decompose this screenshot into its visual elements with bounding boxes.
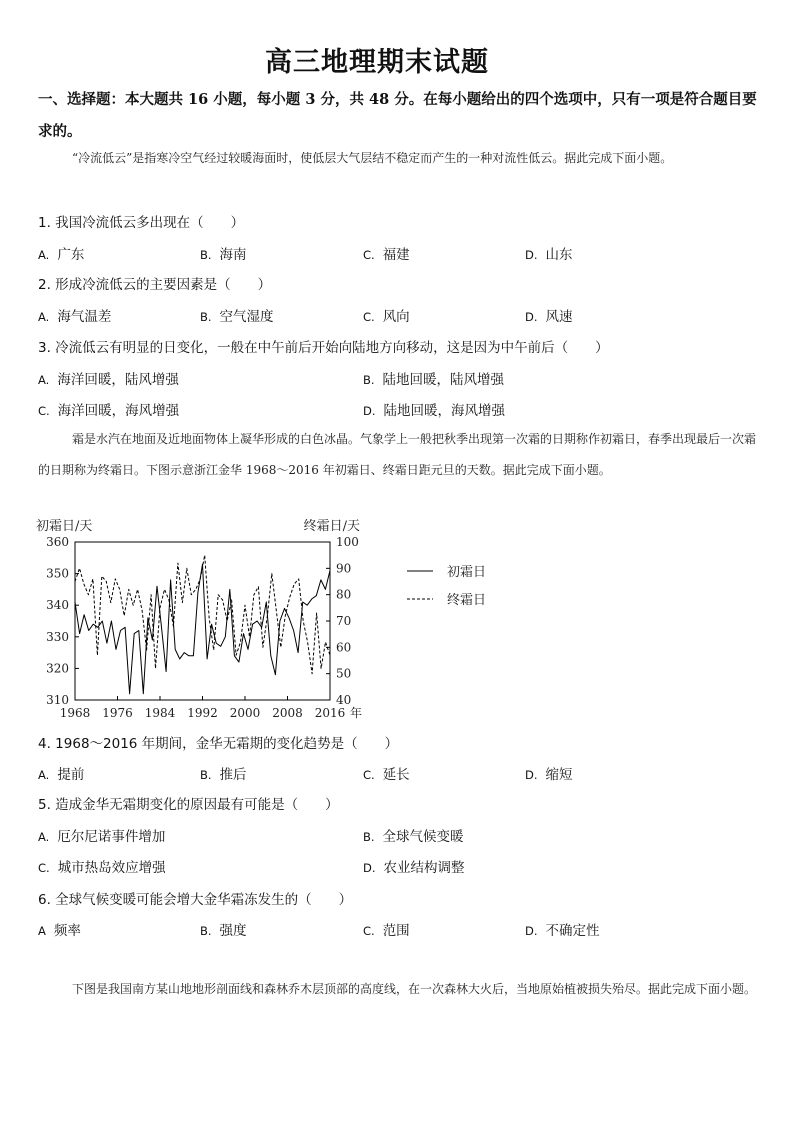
option-text: 延长 xyxy=(382,767,410,783)
option-text: 强度 xyxy=(219,923,247,939)
x-tick-label: 1968 xyxy=(59,706,91,720)
option-key: D. xyxy=(363,861,376,875)
option-key: B. xyxy=(200,248,212,262)
x-tick-label: 2008 xyxy=(272,706,303,720)
option-key: C. xyxy=(363,924,375,938)
y-left-tick-label: 360 xyxy=(46,535,69,549)
option-text: 缩短 xyxy=(545,767,573,783)
option-key: B. xyxy=(363,373,375,387)
option-text: 风速 xyxy=(545,309,573,325)
frost-chart xyxy=(30,512,530,724)
question-6-stem: 6. 全球气候变暖可能会增大金华霜冻发生的（ ） xyxy=(38,892,353,908)
y-left-tick-label: 340 xyxy=(46,598,69,613)
q3-option-b[interactable] xyxy=(363,368,504,388)
q2-option-b[interactable] xyxy=(200,305,274,325)
option-key: C. xyxy=(38,861,50,875)
option-text: 广东 xyxy=(57,247,85,263)
option-text: 海气温差 xyxy=(57,309,112,325)
option-text: 范围 xyxy=(382,923,410,939)
q2-option-a[interactable] xyxy=(38,305,111,325)
x-axis-unit: 年 xyxy=(350,706,363,720)
option-key: A. xyxy=(38,768,50,782)
option-text: 海南 xyxy=(219,247,247,263)
option-text: 陆地回暖，海风增强 xyxy=(383,403,506,419)
option-key: D. xyxy=(525,310,538,324)
option-key: C. xyxy=(38,404,50,418)
x-tick-label: 1992 xyxy=(187,706,218,720)
q5-option-c[interactable] xyxy=(38,856,166,876)
legend-label-first-frost: 初霜日 xyxy=(447,565,487,580)
option-key: B. xyxy=(200,924,212,938)
q6-option-a[interactable] xyxy=(38,919,81,939)
section-heading: 一、选择题：本大题共 16 小题，每小题 3 分，共 48 分。在每小题给出的四个选项中，只有一项是符合题目要求的。 xyxy=(38,91,757,140)
x-tick-label: 1976 xyxy=(102,706,133,720)
option-text: 陆地回暖，陆风增强 xyxy=(382,372,505,388)
y-right-tick-label: 40 xyxy=(336,693,352,707)
y-right-tick-label: 50 xyxy=(336,666,352,681)
option-text: 推后 xyxy=(219,767,247,783)
question-5-stem: 5. 造成金华无霜期变化的原因最有可能是（ ） xyxy=(38,797,339,813)
question-3-stem: 3. 冷流低云有明显的日变化，一般在中午前后开始向陆地方向移动，这是因为中午前后（ ） xyxy=(38,340,609,356)
option-key: D. xyxy=(525,248,538,262)
y-axis-right-label: 终霜日/天 xyxy=(303,519,360,534)
q3-option-c[interactable] xyxy=(38,399,179,419)
page-title: 高三地理期末试题 xyxy=(265,47,489,78)
option-text: 厄尔尼诺事件增加 xyxy=(57,829,166,845)
option-key: A. xyxy=(38,373,50,387)
option-text: 福建 xyxy=(382,247,410,263)
option-key: C. xyxy=(363,310,375,324)
q4-option-b[interactable] xyxy=(200,763,247,783)
option-key: B. xyxy=(200,310,212,324)
option-key: A. xyxy=(38,830,50,844)
q2-option-d[interactable] xyxy=(525,305,573,325)
q6-option-c[interactable] xyxy=(363,919,410,939)
option-text: 风向 xyxy=(382,309,410,325)
q3-option-a[interactable] xyxy=(38,368,179,388)
option-text: 海洋回暖，陆风增强 xyxy=(57,372,179,388)
q1-option-c[interactable] xyxy=(363,243,410,263)
option-text: 城市热岛效应增强 xyxy=(57,860,166,876)
y-right-tick-label: 90 xyxy=(336,561,352,576)
y-left-tick-label: 320 xyxy=(46,661,69,676)
q3-option-d[interactable] xyxy=(363,399,505,419)
option-key: C. xyxy=(363,248,375,262)
y-left-tick-label: 350 xyxy=(46,566,69,581)
intro-frost: 霜是水汽在地面及近地面物体上凝华形成的白色冰晶。气象学上一般把秋季出现第一次霜的日期称作初霜日，春季出现最后一次霜的日期称为终霜日。下图示意浙江金华 1968～2016 年初霜日、终霜日距元旦的天数。据此完成下面小题。 xyxy=(38,432,757,477)
series-first-frost-line xyxy=(75,564,330,694)
q1-option-b[interactable] xyxy=(200,243,247,263)
option-key: A xyxy=(38,924,46,938)
y-right-tick-label: 100 xyxy=(336,535,359,549)
option-text: 提前 xyxy=(57,767,85,783)
q2-option-c[interactable] xyxy=(363,305,410,325)
option-key: B. xyxy=(363,830,375,844)
option-text: 频率 xyxy=(53,923,81,939)
q5-option-d[interactable] xyxy=(363,856,465,876)
q5-option-b[interactable] xyxy=(363,825,464,845)
option-key: D. xyxy=(525,924,538,938)
q4-option-a[interactable] xyxy=(38,763,84,783)
option-text: 海洋回暖，海风增强 xyxy=(57,403,180,419)
option-text: 不确定性 xyxy=(545,923,600,939)
q1-option-a[interactable] xyxy=(38,243,84,263)
y-axis-left-label: 初霜日/天 xyxy=(36,519,93,534)
q4-option-c[interactable] xyxy=(363,763,410,783)
option-key: D. xyxy=(363,404,376,418)
y-right-tick-label: 70 xyxy=(336,614,352,628)
q4-option-d[interactable] xyxy=(525,763,573,783)
x-tick-label: 2000 xyxy=(229,706,261,720)
question-4-stem: 4. 1968～2016 年期间，金华无霜期的变化趋势是（ ） xyxy=(38,736,399,752)
y-right-tick-label: 80 xyxy=(336,587,352,602)
q1-option-d[interactable] xyxy=(525,243,573,263)
option-text: 农业结构调整 xyxy=(383,860,465,876)
option-text: 全球气候变暖 xyxy=(382,829,464,845)
option-key: A. xyxy=(38,310,50,324)
y-left-tick-label: 330 xyxy=(46,629,69,644)
option-key: B. xyxy=(200,768,212,782)
q6-option-b[interactable] xyxy=(200,919,247,939)
option-key: A. xyxy=(38,248,50,262)
option-key: D. xyxy=(525,768,538,782)
x-tick-label: 2016 xyxy=(314,706,346,720)
option-text: 山东 xyxy=(545,247,573,263)
option-text: 空气湿度 xyxy=(219,309,274,325)
option-key: C. xyxy=(363,768,375,782)
y-left-tick-label: 310 xyxy=(46,693,69,707)
q5-option-a[interactable] xyxy=(38,825,165,845)
question-2-stem: 2. 形成冷流低云的主要因素是（ ） xyxy=(38,277,272,293)
intro-cold-cloud: “冷流低云”是指寒冷空气经过较暖海面时，使低层大气层结不稳定而产生的一种对流性低云。据此完成下面小题。 xyxy=(72,151,673,165)
q6-option-d[interactable] xyxy=(525,919,600,939)
x-tick-label: 1984 xyxy=(144,706,176,720)
y-right-tick-label: 60 xyxy=(336,640,352,655)
legend-label-last-frost: 终霜日 xyxy=(447,593,487,608)
intro-forest: 下图是我国南方某山地地形剖面线和森林乔木层顶部的高度线，在一次森林大火后，当地原始植被损失殆尽。据此完成下面小题。 xyxy=(72,982,757,996)
question-1-stem: 1. 我国冷流低云多出现在（ ） xyxy=(38,215,245,231)
